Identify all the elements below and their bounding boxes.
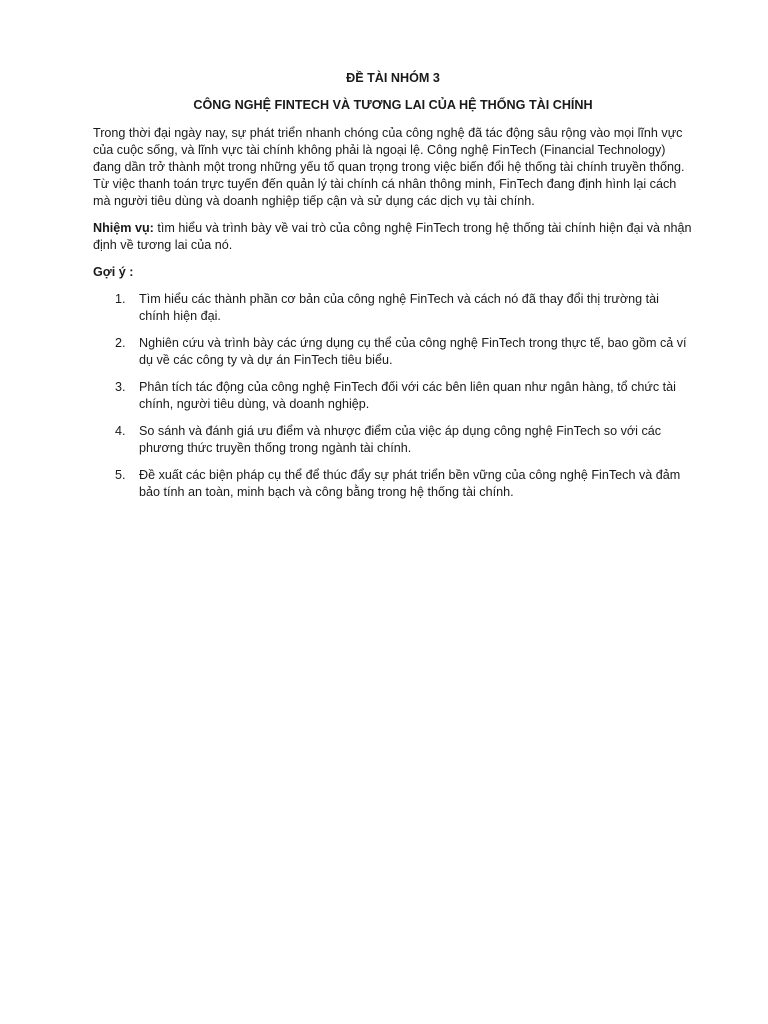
list-item-number: 2. xyxy=(115,336,126,350)
list-item-number: 5. xyxy=(115,468,126,482)
intro-paragraph: Trong thời đại ngày nay, sự phát triển nhanh chóng của công nghệ đã tác động sâu rộng vào mọi lĩnh vực của cuộc sống, và lĩnh vực tài chính không phải là ngoại lệ. Công nghệ FinTech (Financial Technology) đang dần trở thành một trong những yếu tố quan trọng trong việc biến đổi hệ thống tài chính truyền thống. Từ việc thanh toán trực tuyến đến quản lý tài chính cá nhân thông minh, FinTech đang định hình lại cách mà người tiêu dùng và doanh nghiệp tiếp cận và sử dụng các dịch vụ tài chính. xyxy=(93,126,685,208)
task-paragraph xyxy=(93,220,693,254)
list-item xyxy=(93,335,693,369)
group-heading: ĐỀ TÀI NHÓM 3 xyxy=(346,71,440,85)
document-page xyxy=(93,70,693,511)
hints-label: Gợi ý : xyxy=(93,265,134,279)
list-item-text: Tìm hiểu các thành phần cơ bản của công nghệ FinTech và cách nó đã thay đổi thị trường tài chính hiện đại. xyxy=(139,292,659,323)
list-item-number: 3. xyxy=(115,380,126,394)
hint-list xyxy=(93,291,693,501)
list-item-text: Đề xuất các biện pháp cụ thể để thúc đẩy sự phát triển bền vững của công nghệ FinTech và đảm bảo tính an toàn, minh bạch và công bằng trong hệ thống tài chính. xyxy=(139,468,681,499)
list-item-text: So sánh và đánh giá ưu điểm và nhược điểm của việc áp dụng công nghệ FinTech so với các phương thức truyền thống trong ngành tài chính. xyxy=(139,424,662,455)
list-item xyxy=(93,379,693,413)
list-item xyxy=(93,291,693,325)
list-item xyxy=(93,423,693,457)
list-item xyxy=(93,467,693,501)
list-item-text: Phân tích tác động của công nghệ FinTech đối với các bên liên quan như ngân hàng, tổ chức tài chính, người tiêu dùng, và doanh nghiệp. xyxy=(139,380,676,411)
list-item-number: 1. xyxy=(115,292,126,306)
document-title: CÔNG NGHỆ FINTECH VÀ TƯƠNG LAI CỦA HỆ THỐNG TÀI CHÍNH xyxy=(193,98,593,112)
list-item-text: Nghiên cứu và trình bày các ứng dụng cụ thể của công nghệ FinTech trong thực tế, bao gồm cả ví dụ về các công ty và dự án FinTech tiêu biểu. xyxy=(139,336,687,367)
task-label: Nhiệm vụ: xyxy=(93,221,154,235)
task-text: tìm hiểu và trình bày về vai trò của công nghệ FinTech trong hệ thống tài chính hiện đại và nhận định về tương lai của nó. xyxy=(93,221,692,252)
list-item-number: 4. xyxy=(115,424,126,438)
